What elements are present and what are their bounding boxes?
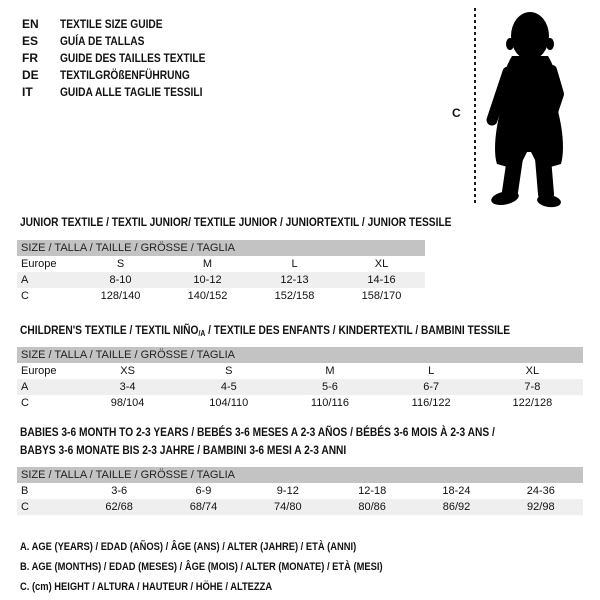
children-section-title-text <box>20 323 510 341</box>
size-cell: 24-36 <box>526 485 555 497</box>
size-cell: 152/158 <box>274 290 315 302</box>
row-label: C <box>21 501 29 513</box>
junior-section-title <box>20 215 528 229</box>
size-cell: 5-6 <box>322 381 338 393</box>
size-cell: 7-8 <box>524 381 541 393</box>
note-age-years <box>20 537 447 557</box>
language-list <box>22 16 231 101</box>
junior-size-table <box>17 240 425 304</box>
size-cell: 8-10 <box>109 274 132 286</box>
babies-title-line2: BABYS 3-6 MONATE BIS 2-3 JAHRE / BAMBINI 3-6 MESI A 2-3 ANNI <box>20 443 347 457</box>
size-row-a <box>17 379 583 395</box>
size-row-europe <box>17 256 425 272</box>
size-cell: 86/92 <box>442 501 471 513</box>
size-cell: 18-24 <box>442 485 471 497</box>
size-cell: 6-7 <box>423 381 440 393</box>
lang-row-es <box>22 33 231 50</box>
size-cell: 62/68 <box>105 501 133 513</box>
size-cell: S <box>225 365 233 377</box>
children-title-suffix: / TEXTILE DES ENFANTS / KINDERTEXTIL / BAMBINI TESSILE <box>205 323 510 337</box>
row-label: C <box>21 290 29 302</box>
size-cell: 116/122 <box>411 397 451 409</box>
size-cell: 122/128 <box>512 397 553 409</box>
size-table-grid <box>17 363 583 411</box>
size-cell: 3-4 <box>119 381 136 393</box>
size-cell: XL <box>374 258 389 270</box>
height-measure-label: C <box>452 106 461 120</box>
size-cell: 92/98 <box>527 501 555 513</box>
babies-section-title <box>20 423 579 459</box>
row-label: C <box>21 397 29 409</box>
lang-label: GUÍA DE TALLAS <box>60 34 145 48</box>
size-cell: M <box>325 365 335 377</box>
toddler-silhouette-icon <box>482 6 574 208</box>
size-cell: XL <box>525 365 540 377</box>
children-title-subscript: /A <box>198 329 206 338</box>
size-cell: 9-12 <box>276 485 299 497</box>
size-cell: S <box>116 258 125 270</box>
note-height-cm-text: C. (cm) HEIGHT / ALTURA / HAUTEUR / HÖHE / ALTEZZA <box>20 581 273 593</box>
size-row-c <box>17 395 583 411</box>
lang-row-de <box>22 67 231 84</box>
row-label: A <box>21 274 29 286</box>
size-cell: 6-9 <box>195 485 212 497</box>
note-age-months <box>20 557 447 577</box>
babies-title-line1: BABIES 3-6 MONTH TO 2-3 YEARS / BEBÉS 3-6 MESES A 2-3 AÑOS / BÉBÉS 3-6 MOIS À 2-3 ANS / <box>20 425 495 439</box>
size-header-bar: SIZE / TALLA / TAILLE / GRÖSSE / TAGLIA <box>17 467 583 483</box>
lang-row-it <box>22 84 231 101</box>
junior-section-title-text: JUNIOR TEXTILE / TEXTIL JUNIOR/ TEXTILE JUNIOR / JUNIORTEXTIL / JUNIOR TESSILE <box>20 215 452 229</box>
lang-code: EN <box>22 17 39 31</box>
size-cell: 104/110 <box>209 397 249 409</box>
height-measure-dotted-line <box>474 8 476 206</box>
lang-code: DE <box>22 68 39 82</box>
children-section-title <box>20 323 596 341</box>
babies-size-table <box>17 467 583 515</box>
size-cell: 98/104 <box>110 397 145 409</box>
size-cell: 140/152 <box>187 290 228 302</box>
lang-code: ES <box>22 34 39 48</box>
lang-label: GUIDE DES TAILLES TEXTILE <box>60 51 206 65</box>
size-cell: L <box>291 258 298 270</box>
size-cell: 80/86 <box>358 501 386 513</box>
size-row-b <box>17 483 583 499</box>
size-cell: 3-6 <box>111 485 128 497</box>
size-cell: 128/140 <box>100 290 141 302</box>
size-cell: XS <box>120 365 135 377</box>
size-cell: 14-16 <box>367 274 396 286</box>
legend-notes <box>20 537 447 597</box>
size-row-c <box>17 288 425 304</box>
size-row-c <box>17 499 583 515</box>
size-cell: 10-12 <box>193 274 222 286</box>
note-age-months-text: B. AGE (MONTHS) / EDAD (MESES) / ÂGE (MOIS) / ALTER (MONATE) / ETÀ (MESI) <box>20 561 383 573</box>
size-table-grid <box>17 483 583 515</box>
size-row-europe <box>17 363 583 379</box>
children-title-prefix: CHILDREN'S TEXTILE / TEXTIL NIÑO <box>20 323 199 337</box>
size-cell: 12-13 <box>280 274 309 286</box>
size-cell: 12-18 <box>358 485 387 497</box>
lang-label: TEXTILE SIZE GUIDE <box>60 17 163 31</box>
lang-row-en <box>22 16 231 33</box>
lang-code: FR <box>22 51 38 65</box>
size-cell: 74/80 <box>274 501 302 513</box>
row-label: A <box>21 381 29 393</box>
row-label: Europe <box>21 258 57 270</box>
lang-row-fr <box>22 50 231 67</box>
size-header-bar: SIZE / TALLA / TAILLE / GRÖSSE / TAGLIA <box>17 347 583 363</box>
lang-label: GUIDA ALLE TAGLIE TESSILI <box>60 85 203 99</box>
size-row-a <box>17 272 425 288</box>
note-height-cm <box>20 577 447 597</box>
size-cell: 4-5 <box>220 381 237 393</box>
size-cell: 110/116 <box>310 397 350 409</box>
note-age-years-text: A. AGE (YEARS) / EDAD (AÑOS) / ÂGE (ANS) / ALTER (JAHRE) / ETÀ (ANNI) <box>20 541 357 553</box>
size-cell: L <box>428 365 435 377</box>
size-cell: 68/74 <box>189 501 218 513</box>
size-header-bar: SIZE / TALLA / TAILLE / GRÖSSE / TAGLIA <box>17 240 425 256</box>
size-cell: M <box>202 258 213 270</box>
row-label: B <box>21 485 29 497</box>
children-size-table <box>17 347 583 411</box>
size-cell: 158/170 <box>361 290 402 302</box>
lang-code: IT <box>22 85 33 99</box>
row-label: Europe <box>21 365 57 377</box>
size-table-grid <box>17 256 425 304</box>
lang-label: TEXTILGRÖßENFÜHRUNG <box>60 68 190 82</box>
